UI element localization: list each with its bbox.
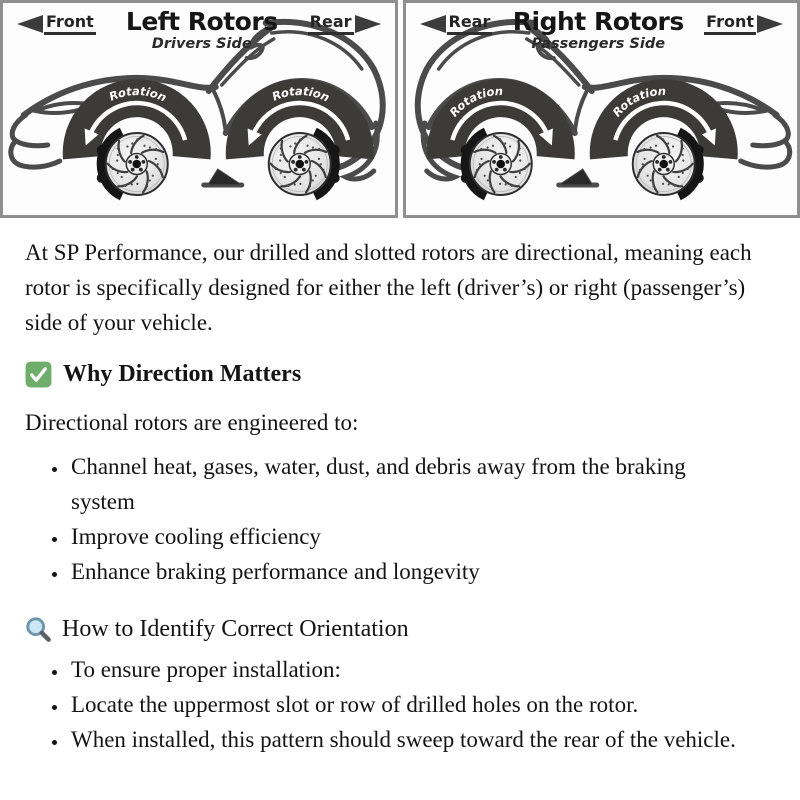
intro-paragraph: At SP Performance, our drilled and slotted rotors are directional, meaning each rotor is specifically designed for either the left (driver’s) or right (passenger’s) side of your vehicle. bbox=[25, 240, 752, 335]
engineered-to-lead: Directional rotors are engineered to: bbox=[25, 410, 359, 435]
list-item: • Channel heat, gases, water, dust, and debris away from the braking system bbox=[69, 449, 709, 519]
direction-label: Rear bbox=[447, 13, 493, 35]
magnifying-glass-icon bbox=[25, 616, 52, 643]
rotation-label: Rotation bbox=[609, 83, 666, 120]
rotation-label: Rotation bbox=[107, 83, 169, 105]
heading-text: How to Identify Correct Orientation bbox=[62, 616, 409, 642]
why-direction-matters-heading bbox=[25, 361, 775, 388]
list-item: • To ensure proper installation: bbox=[69, 652, 769, 687]
rotation-label: Rotation bbox=[270, 83, 332, 105]
arrow-right-icon bbox=[355, 15, 381, 33]
installation-steps-list bbox=[25, 652, 775, 757]
rear-rotor bbox=[469, 133, 531, 195]
article-body bbox=[0, 235, 800, 757]
panel-title: Left Rotors bbox=[125, 7, 278, 36]
panel-subtitle: Passengers Side bbox=[531, 36, 666, 53]
left-panel-header bbox=[3, 3, 395, 52]
panel-title: Right Rotors bbox=[512, 7, 684, 36]
right-rotors-panel bbox=[403, 0, 800, 218]
front-rotor bbox=[106, 133, 168, 195]
identify-orientation-heading bbox=[25, 616, 775, 643]
list-item: • When installed, this pattern should sweep toward the rear of the vehicle. bbox=[69, 722, 769, 757]
rear-rotor bbox=[269, 133, 331, 195]
arrow-left-icon bbox=[420, 15, 446, 33]
list-item: • Enhance braking performance and longevity bbox=[69, 554, 709, 589]
direction-label: Rear bbox=[308, 13, 354, 35]
check-mark-icon bbox=[25, 361, 52, 388]
list-item: • Improve cooling efficiency bbox=[69, 519, 709, 554]
rotor-direction-diagram bbox=[0, 0, 800, 218]
arrow-right-icon bbox=[757, 15, 783, 33]
heading-text: Why Direction Matters bbox=[63, 361, 302, 387]
front-rotor bbox=[632, 133, 694, 195]
rear-direction-indicator bbox=[308, 13, 381, 35]
direction-label: Front bbox=[44, 13, 96, 35]
left-rotors-panel bbox=[0, 0, 398, 218]
rear-direction-indicator bbox=[420, 13, 493, 35]
front-direction-indicator bbox=[17, 13, 96, 35]
benefits-list bbox=[25, 449, 775, 589]
direction-label: Front bbox=[704, 13, 756, 35]
right-panel-header bbox=[406, 3, 798, 52]
rotation-label: Rotation bbox=[446, 83, 503, 120]
arrow-left-icon bbox=[17, 15, 43, 33]
list-item: • Locate the uppermost slot or row of drilled holes on the rotor. bbox=[69, 687, 769, 722]
front-direction-indicator bbox=[704, 13, 783, 35]
panel-subtitle: Drivers Side bbox=[151, 36, 252, 53]
